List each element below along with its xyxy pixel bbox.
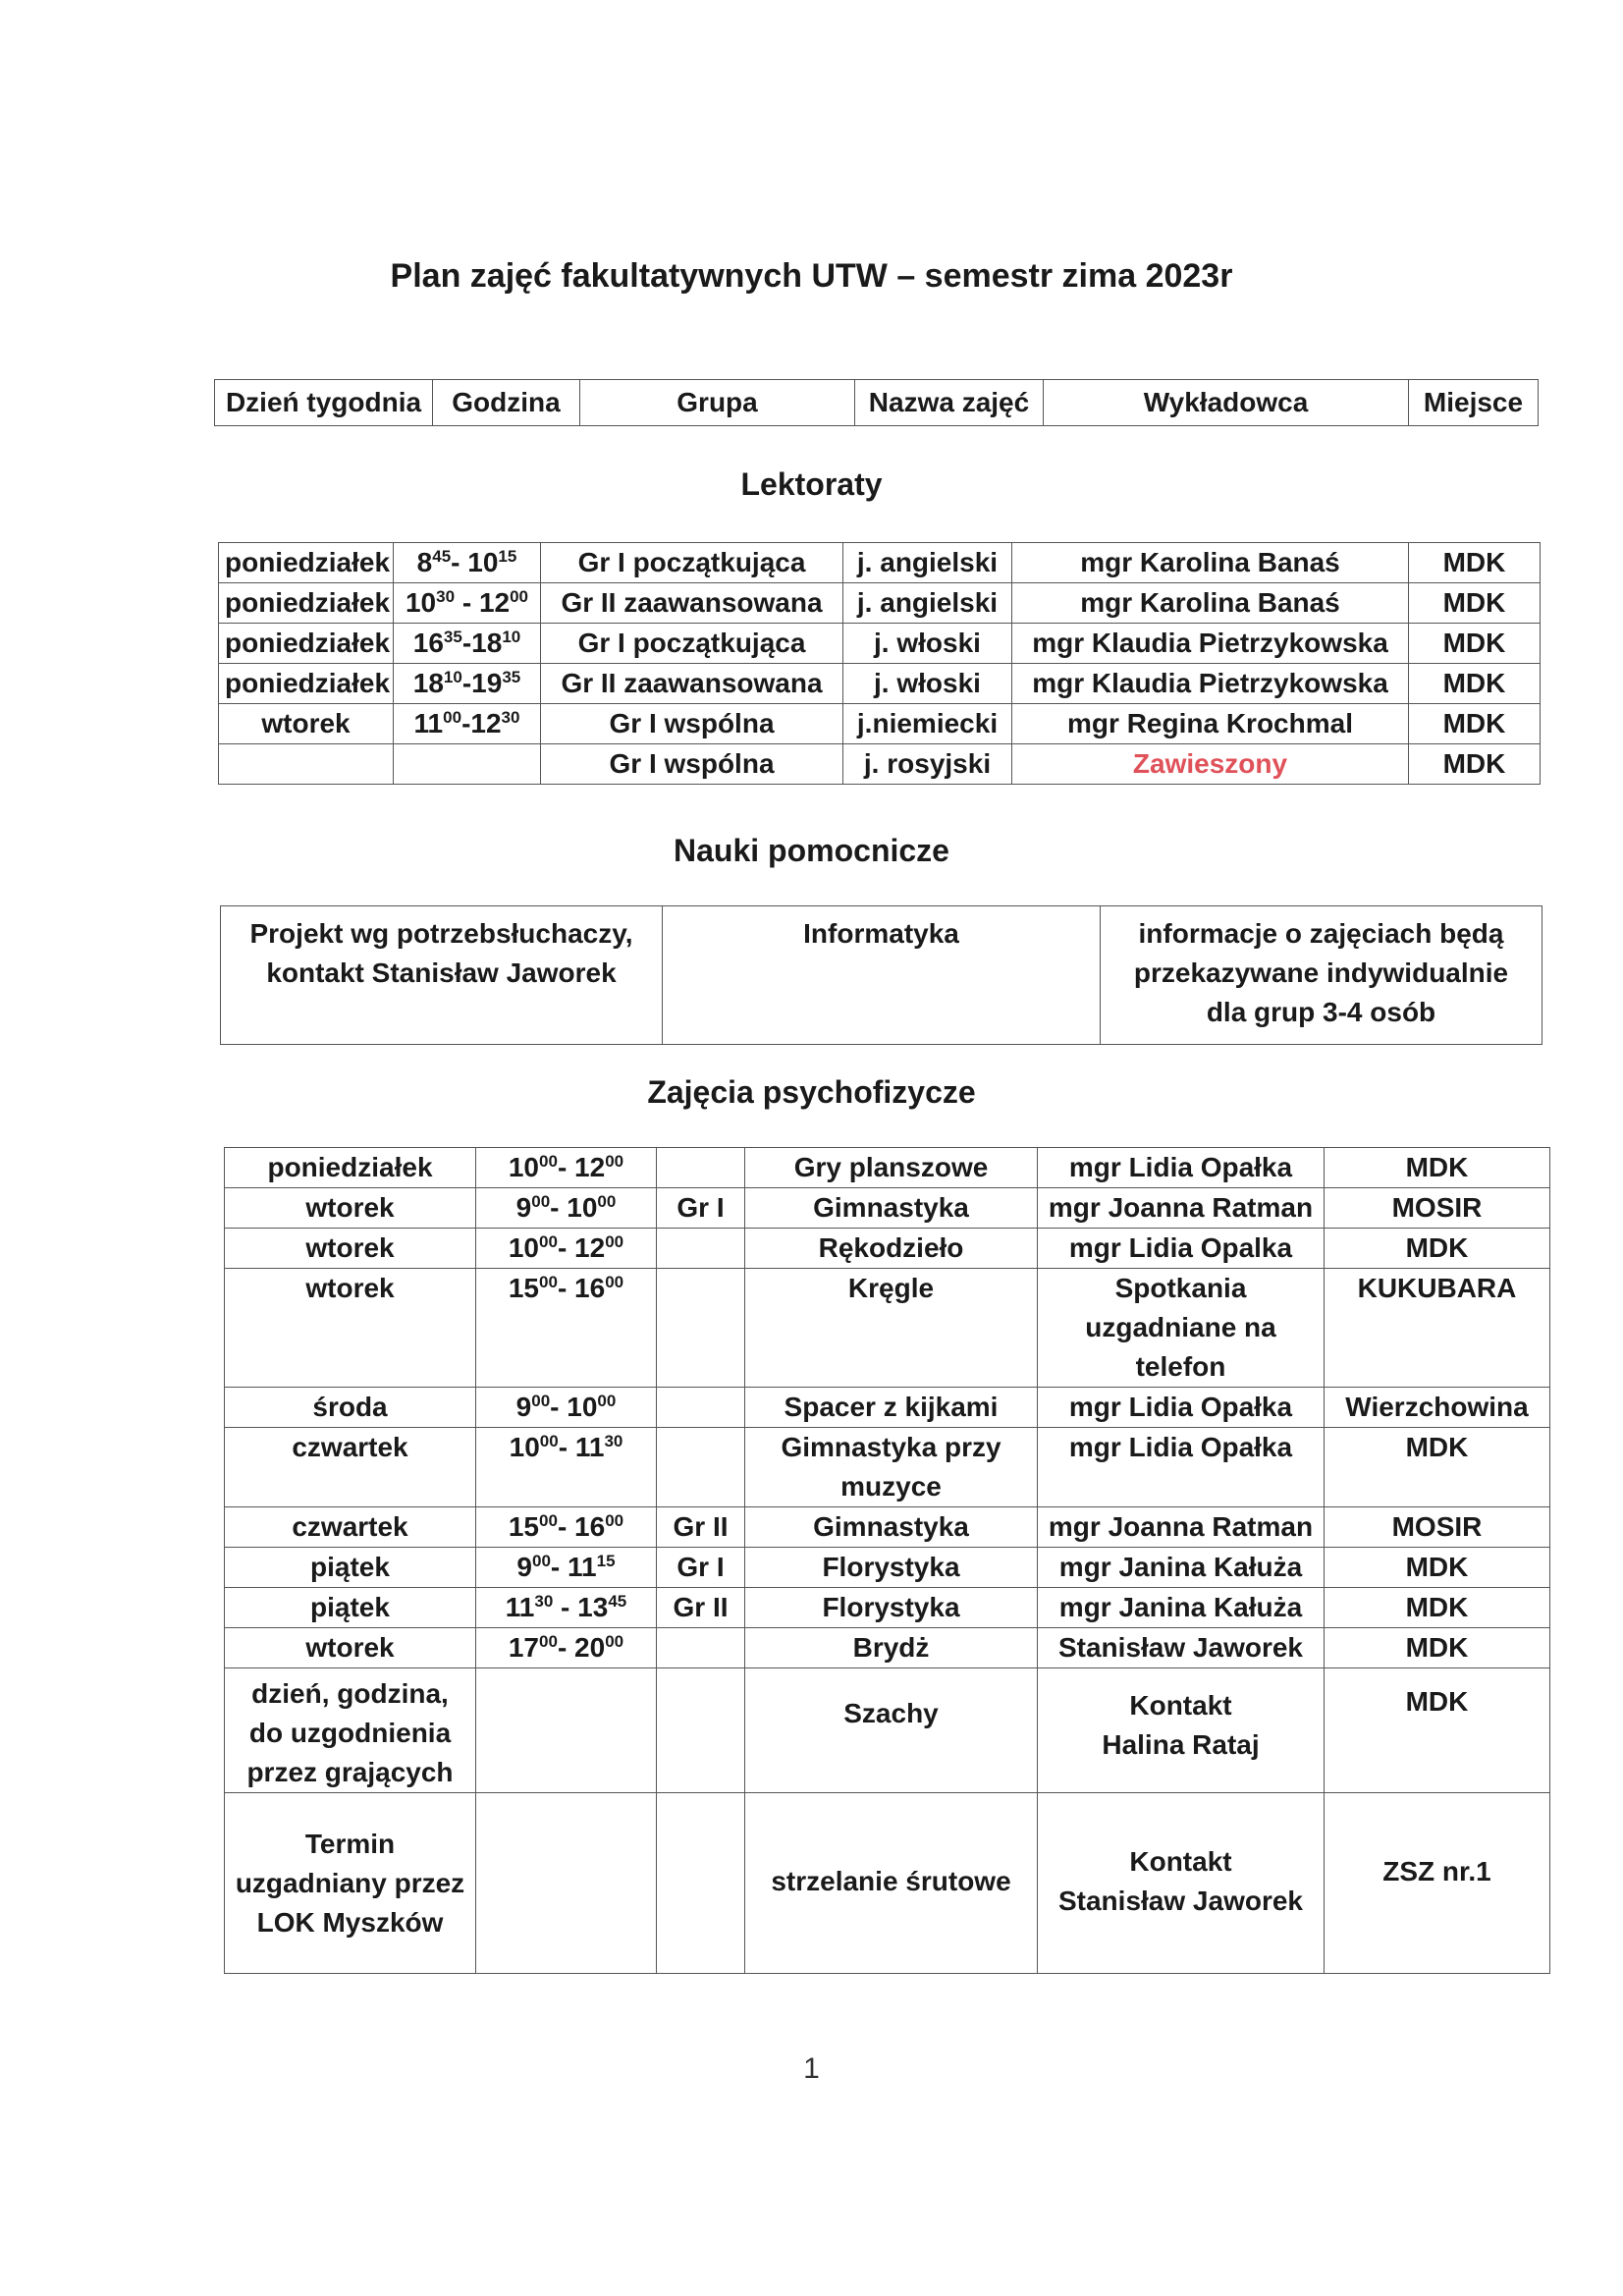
day-cell-line: poniedziałek [267,1152,433,1182]
lecturer-cell [1038,1668,1325,1793]
day-cell [225,1628,476,1668]
day-cell [225,1548,476,1588]
day-cell: wtorek [219,704,394,744]
time-end: 12 [478,587,511,618]
lecturer-cell [1038,1548,1325,1588]
time-end: 12 [574,1152,606,1182]
day-cell-line: wtorek [305,1232,395,1263]
time-end: 13 [577,1592,609,1622]
place-cell: MDK [1325,1588,1550,1628]
subject-cell [745,1148,1038,1188]
time-cell [476,1628,657,1668]
day-cell [225,1188,476,1229]
lektorat-row [219,583,1541,624]
subject-cell [745,1388,1038,1428]
lecturer-cell: mgr Klaudia Pietrzykowska [1012,624,1409,664]
subject-cell [745,1548,1038,1588]
lecturer-cell-line: mgr Lidia Opałka [1068,1152,1293,1182]
group-cell: Gr I [657,1188,745,1229]
time-separator: - [461,708,471,738]
group-cell [657,1388,745,1428]
time-cell [476,1428,657,1507]
subject-cell: j. włoski [843,664,1012,704]
day-cell-line: piątek [310,1552,390,1582]
group-cell: Gr I [657,1548,745,1588]
time-separator: - [455,587,479,618]
place-cell: MDK [1409,624,1541,664]
time-end: 11 [574,1432,605,1462]
nauki-row [221,906,1542,1045]
subject-cell [745,1229,1038,1269]
time-separator: - [550,1192,568,1223]
header-lecturer: Wykładowca [1044,380,1409,426]
place-cell: MDK [1409,704,1541,744]
time-end: 16 [574,1273,606,1303]
lecturer-cell-line: Kontakt [1129,1846,1232,1877]
page-number: 1 [803,2052,820,2085]
group-cell [657,1793,745,1974]
day-cell [225,1269,476,1388]
lecturer-cell [1038,1388,1325,1428]
subject-cell [745,1588,1038,1628]
nauki-project-line: Projekt wg potrzebsłuchaczy, [249,918,633,949]
day-cell-line: środa [312,1392,388,1422]
place-cell: MDK [1409,744,1541,785]
lecturer-cell-line: mgr Lidia Opałka [1068,1392,1293,1422]
header-subject: Nazwa zajęć [855,380,1044,426]
time-end: 10 [467,547,499,577]
subject-cell-line: Gimnastyka [813,1192,969,1223]
time-cell [394,543,541,583]
time-end-minutes: 00 [597,1192,617,1211]
lecturer-cell: Zawieszony [1012,744,1409,785]
day-cell: poniedziałek [219,664,394,704]
nauki-info [1101,906,1542,1045]
day-cell-line: LOK Myszków [256,1907,444,1938]
time-start-minutes: 00 [539,1432,559,1450]
lecturer-cell [1038,1229,1325,1269]
psycho-row [225,1793,1550,1974]
place-cell: MDK [1325,1229,1550,1269]
day-cell-line: czwartek [292,1511,408,1542]
group-cell [657,1229,745,1269]
time-cell [394,583,541,624]
group-cell [657,1428,745,1507]
day-cell: poniedziałek [219,624,394,664]
psycho-row [225,1188,1550,1229]
time-end-minutes: 00 [605,1632,624,1651]
day-cell-line: czwartek [292,1432,408,1462]
subject-cell [745,1668,1038,1793]
subject-cell-line: Spacer z kijkami [784,1392,999,1422]
time-end: 12 [574,1232,606,1263]
group-cell [657,1668,745,1793]
time-start: 10 [508,1232,540,1263]
time-end-minutes: 00 [510,587,529,606]
subject-cell [745,1793,1038,1974]
subject-cell-line: Gimnastyka przy [781,1432,1001,1462]
time-end: 18 [471,628,503,658]
subject-cell-line: Kręgle [847,1273,935,1303]
place-cell: MDK [1325,1668,1550,1793]
psycho-row [225,1668,1550,1793]
time-separator: - [550,1552,568,1582]
group-cell: Gr I wspólna [541,704,843,744]
time-start: 9 [515,1392,532,1422]
time-start-minutes: 10 [443,668,462,686]
nauki-subject [663,906,1101,1045]
time-end-minutes: 00 [605,1273,624,1291]
psycho-row [225,1507,1550,1548]
time-separator: - [557,1632,575,1663]
time-separator: - [557,1232,575,1263]
day-cell-line: Termin [304,1829,396,1859]
time-separator: - [557,1511,575,1542]
lecturer-cell-line: Stanisław Jaworek [1057,1632,1303,1663]
day-cell [225,1229,476,1269]
time-end-minutes: 15 [498,547,517,566]
lecturer-cell-line: Halina Rataj [1102,1729,1260,1760]
header-time: Godzina [433,380,580,426]
group-cell [657,1628,745,1668]
place-cell: MDK [1325,1628,1550,1668]
time-start: 9 [515,1192,532,1223]
time-cell [476,1388,657,1428]
time-start-minutes: 00 [539,1232,558,1251]
lecturer-cell: mgr Klaudia Pietrzykowska [1012,664,1409,704]
time-start: 17 [508,1632,540,1663]
place-cell: Wierzchowina [1325,1388,1550,1428]
time-cell [476,1188,657,1229]
time-end: 16 [574,1511,606,1542]
lecturer-cell: mgr Karolina Banaś [1012,583,1409,624]
time-start: 18 [412,668,444,698]
subject-cell-line: Florystyka [822,1552,960,1582]
lektorat-row [219,704,1541,744]
time-end-minutes: 00 [605,1232,624,1251]
lecturer-cell-line: mgr Lidia Opałka [1068,1432,1293,1462]
time-end-minutes: 45 [608,1592,627,1611]
time-start: 11 [505,1592,535,1622]
document-title: Plan zajęć fakultatywnych UTW – semestr zima 2023r [390,257,1233,295]
time-end-minutes: 10 [502,628,521,646]
psycho-row [225,1229,1550,1269]
lecturer-cell-line: telefon [1135,1351,1226,1382]
time-separator: - [557,1273,575,1303]
subject-cell [745,1269,1038,1388]
time-separator: - [461,628,472,658]
section-title-psycho: Zajęcia psychofizycze [647,1074,976,1110]
time-end-minutes: 00 [605,1511,624,1530]
time-end-minutes: 30 [604,1432,623,1450]
subject-cell-line: Gry planszowe [793,1152,989,1182]
nauki-info-line: dla grup 3-4 osób [1206,997,1436,1027]
day-cell [225,1507,476,1548]
time-start-minutes: 00 [531,1392,551,1410]
time-end: 11 [568,1552,597,1582]
time-start-minutes: 00 [539,1632,558,1651]
place-cell: MDK [1409,583,1541,624]
subject-cell: j. rosyjski [843,744,1012,785]
time-start-minutes: 00 [539,1273,558,1291]
lecturer-cell: mgr Karolina Banaś [1012,543,1409,583]
place-cell: MDK [1325,1548,1550,1588]
lecturer-cell-line: mgr Janina Kałuża [1058,1592,1303,1622]
place-cell: ZSZ nr.1 [1325,1793,1550,1974]
lektorat-row [219,543,1541,583]
lecturer-cell [1038,1428,1325,1507]
psycho-row [225,1588,1550,1628]
subject-cell [745,1188,1038,1229]
subject-cell-line: Rękodzieło [818,1232,964,1263]
lecturer-cell-line: mgr Lidia Opalka [1068,1232,1293,1263]
subject-cell [745,1507,1038,1548]
day-cell: poniedziałek [219,583,394,624]
psycho-table [224,1147,1550,1974]
place-cell: MDK [1325,1148,1550,1188]
subject-cell-line: Szachy [843,1698,939,1728]
header-day: Dzień tygodnia [215,380,433,426]
time-cell [476,1229,657,1269]
psycho-row [225,1628,1550,1668]
lecturer-cell-line: mgr Joanna Ratman [1048,1511,1314,1542]
subject-cell [745,1628,1038,1668]
psycho-row [225,1148,1550,1188]
time-end-minutes: 35 [502,668,521,686]
day-cell-line: piątek [310,1592,390,1622]
place-cell: MDK [1409,664,1541,704]
group-cell [657,1148,745,1188]
header-row [215,380,1539,426]
time-start: 10 [508,1152,540,1182]
time-start: 11 [413,708,444,738]
time-start: 9 [516,1552,532,1582]
day-cell [225,1388,476,1428]
time-start-minutes: 30 [436,587,456,606]
place-cell: MDK [1325,1428,1550,1507]
place-cell: MOSIR [1325,1507,1550,1548]
time-start-minutes: 00 [531,1192,551,1211]
day-cell-line: wtorek [305,1192,395,1223]
psycho-row [225,1269,1550,1388]
time-end: 10 [567,1192,598,1223]
group-cell: Gr II [657,1507,745,1548]
time-separator: - [550,1392,568,1422]
nauki-project-line: kontakt Stanisław Jaworek [266,957,617,988]
psycho-row [225,1548,1550,1588]
time-start: 16 [412,628,444,658]
time-separator: - [451,547,468,577]
group-cell: Gr II [657,1588,745,1628]
time-end-minutes: 30 [501,708,520,727]
time-end: 12 [470,708,502,738]
time-start-minutes: 00 [443,708,462,727]
time-separator: - [557,1152,575,1182]
subject-cell-line: Florystyka [822,1592,960,1622]
lecturer-cell-line: uzgadniane na [1085,1312,1276,1342]
subject-cell-line: muzyce [840,1471,942,1502]
lektorat-row [219,624,1541,664]
day-cell [225,1428,476,1507]
day-cell-line: dzień, godzina, [251,1678,449,1709]
header-group: Grupa [580,380,855,426]
lecturer-cell-line: Kontakt [1129,1690,1232,1721]
subject-cell [745,1428,1038,1507]
time-start: 15 [508,1511,540,1542]
header-place: Miejsce [1409,380,1539,426]
time-cell [394,664,541,704]
time-end-minutes: 15 [596,1552,616,1570]
time-end: 20 [574,1632,606,1663]
time-start-minutes: 00 [539,1511,558,1530]
day-cell-line: wtorek [305,1632,395,1663]
subject-cell-line: Gimnastyka [813,1511,969,1542]
lecturer-cell-line: Stanisław Jaworek [1057,1886,1303,1916]
time-start-minutes: 00 [539,1152,558,1171]
subject-cell: j. włoski [843,624,1012,664]
place-cell: MOSIR [1325,1188,1550,1229]
day-cell-line: wtorek [305,1273,395,1303]
time-end: 19 [471,668,503,698]
time-end-minutes: 00 [605,1152,624,1171]
header-table [214,379,1539,426]
subject-cell-line: Brydż [852,1632,930,1663]
nauki-info-line: informacje o zajęciach będą [1138,918,1504,949]
day-cell-line: do uzgodnienia [248,1718,452,1748]
time-cell [476,1548,657,1588]
group-cell [657,1269,745,1388]
subject-cell: j.niemiecki [843,704,1012,744]
subject-cell-line: strzelanie śrutowe [771,1866,1011,1896]
time-cell [394,624,541,664]
time-start: 15 [508,1273,540,1303]
time-cell [394,704,541,744]
day-cell-line: uzgadniany przez [235,1868,465,1898]
group-cell: Gr I początkująca [541,543,843,583]
lecturer-cell [1038,1588,1325,1628]
day-cell [219,744,394,785]
psycho-row [225,1388,1550,1428]
time-cell [476,1588,657,1628]
section-title-lektoraty: Lektoraty [740,466,883,502]
lektoraty-table [218,542,1541,785]
time-separator: - [558,1432,575,1462]
lecturer-cell: mgr Regina Krochmal [1012,704,1409,744]
nauki-subject-label: Informatyka [803,918,959,949]
place-cell: MDK [1409,543,1541,583]
lecturer-cell [1038,1628,1325,1668]
lecturer-cell-line: Spotkania [1114,1273,1247,1303]
lecturer-cell-line: mgr Janina Kałuża [1058,1552,1303,1582]
day-cell: poniedziałek [219,543,394,583]
day-cell [225,1793,476,1974]
time-cell [476,1148,657,1188]
time-end-minutes: 00 [597,1392,617,1410]
time-cell [476,1269,657,1388]
psycho-row [225,1428,1550,1507]
time-start: 10 [405,587,437,618]
day-cell [225,1668,476,1793]
time-cell [476,1668,657,1793]
lecturer-cell-line: mgr Joanna Ratman [1048,1192,1314,1223]
group-cell: Gr I początkująca [541,624,843,664]
lecturer-cell [1038,1188,1325,1229]
time-separator: - [461,668,472,698]
time-separator: - [553,1592,578,1622]
subject-cell: j. angielski [843,583,1012,624]
lektorat-row [219,664,1541,704]
group-cell: Gr II zaawansowana [541,583,843,624]
time-cell [394,744,541,785]
section-title-nauki: Nauki pomocnicze [674,833,949,868]
time-cell [476,1793,657,1974]
day-cell [225,1148,476,1188]
nauki-table [220,905,1542,1045]
group-cell: Gr II zaawansowana [541,664,843,704]
place-cell: KUKUBARA [1325,1269,1550,1388]
time-end: 10 [567,1392,598,1422]
lecturer-cell [1038,1507,1325,1548]
time-start-minutes: 00 [532,1552,551,1570]
subject-cell: j. angielski [843,543,1012,583]
day-cell [225,1588,476,1628]
lecturer-cell [1038,1793,1325,1974]
lecturer-cell [1038,1148,1325,1188]
nauki-info-line: przekazywane indywidualnie [1133,957,1509,988]
time-start-minutes: 35 [443,628,462,646]
time-cell [476,1507,657,1548]
nauki-project [221,906,663,1045]
lecturer-cell [1038,1269,1325,1388]
time-start-minutes: 45 [432,547,452,566]
time-start-minutes: 30 [534,1592,554,1611]
group-cell: Gr I wspólna [541,744,843,785]
lektorat-row [219,744,1541,785]
time-start: 10 [509,1432,540,1462]
day-cell-line: przez grających [246,1757,454,1787]
time-start: 8 [416,547,433,577]
